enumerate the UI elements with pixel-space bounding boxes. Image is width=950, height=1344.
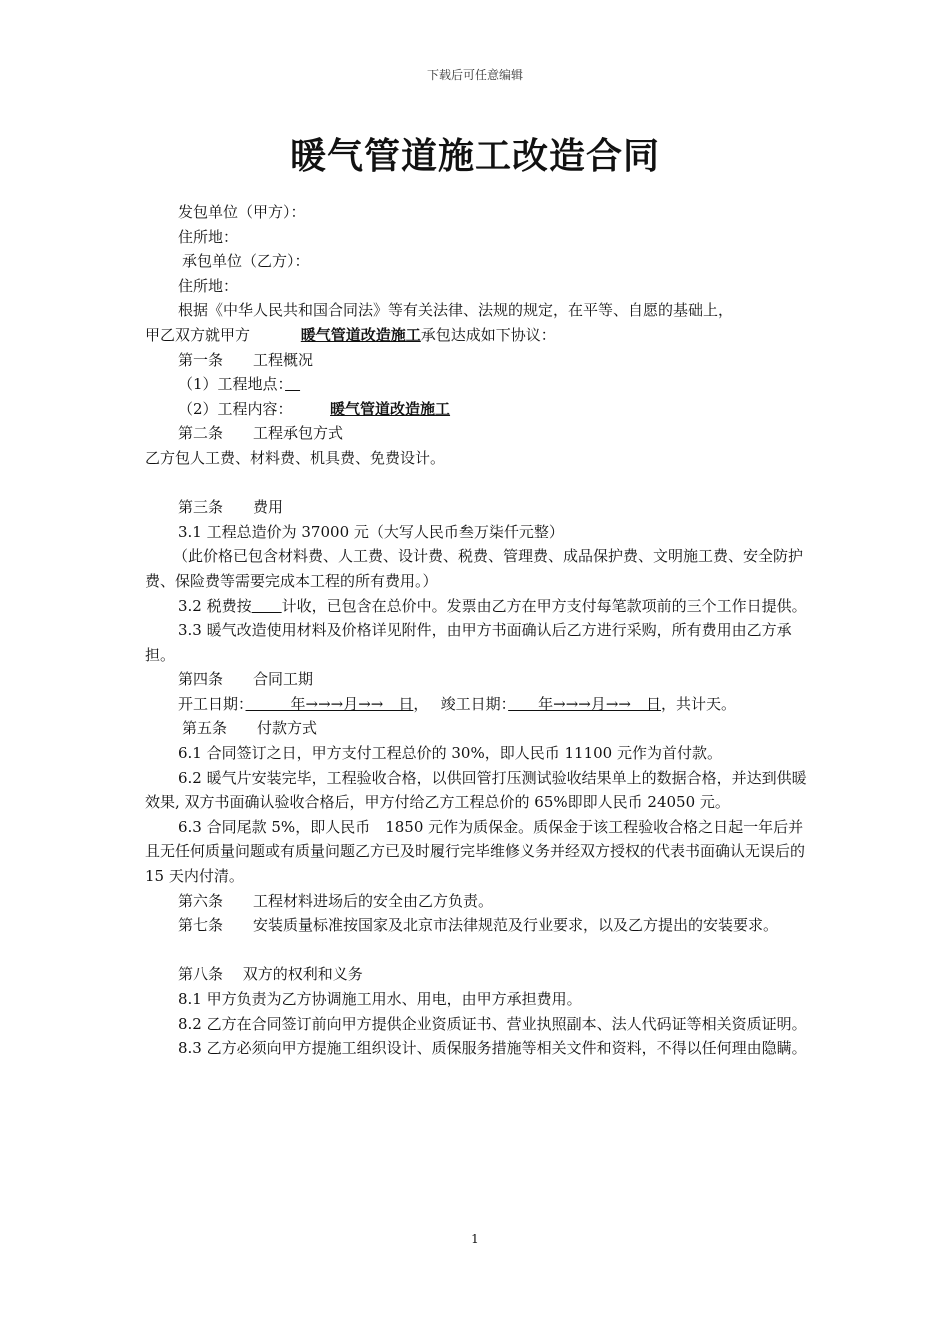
article-2-text: 乙方包人工费、材料费、机具费、免费设计。 — [145, 448, 446, 467]
clause-3-2-text: 3.2 税费按 — [178, 596, 252, 615]
intro-line-2 — [145, 323, 807, 348]
location-blank — [285, 375, 300, 393]
article-5-heading: 第五条 付款方式 — [182, 719, 318, 738]
clause-3-1-note: （此价格已包含材料费、人工费、设计费、税费、管理费、成品保护费、文明施工费、安全防护费、保险费等需要完成本工程的所有费用。） — [145, 547, 804, 590]
start-date-label: 开工日期： — [178, 694, 246, 713]
article-4-heading: 第四条 合同工期 — [178, 670, 314, 689]
clause-6-1: 6.1 合同签订之日，甲方支付工程总价的 30%，即人民币 11100 元作为首付款。 — [178, 744, 722, 763]
article-7: 第七条 安装质量标准按国家及北京市法律规范及行业要求，以及乙方提出的安装要求。 — [178, 916, 779, 935]
article-2-heading: 第二条 工程承包方式 — [178, 424, 344, 443]
end-date-label: ， 竣工日期： — [413, 694, 509, 713]
clause-3-2 — [145, 594, 807, 619]
end-date-blank: 年→→→月→→ 日 — [508, 694, 661, 713]
document-body — [145, 200, 807, 1061]
contract-period — [145, 692, 807, 717]
start-date-blank: 年→→→月→→ 日 — [245, 694, 414, 713]
tax-blank — [252, 597, 282, 615]
page-number: 1 — [471, 1232, 479, 1246]
clause-8-3: 8.3 乙方必须向甲方提施工组织设计、质保服务措施等相关文件和资料，不得以任何理由隐瞒。 — [178, 1039, 807, 1058]
location-label: （1）工程地点： — [178, 375, 286, 394]
clause-8-1: 8.1 甲方负责为乙方协调施工用水、用电，由甲方承担费用。 — [178, 990, 582, 1008]
article-3-heading: 第三条 费用 — [178, 498, 284, 517]
content-label: （2）工程内容： — [178, 399, 331, 418]
address-a-line: 住所地： — [178, 227, 239, 246]
clause-3-1: 3.1 工程总造价为 37000 元（大写人民币叁万柒仟元整） — [178, 522, 564, 541]
content-value: 暖气管道改造施工 — [330, 399, 451, 418]
clause-3-3: 3.3 暖气改造使用材料及价格详见附件，由甲方书面确认后乙方进行采购，所有费用由乙方承担。 — [145, 621, 792, 664]
intro-text: 甲乙双方就甲方 — [145, 325, 255, 344]
clause-3-2-text-end: 计收，已包含在总价中。发票由乙方在甲方支付每笔款项前的三个工作日提供。 — [281, 596, 807, 615]
project-content — [145, 397, 807, 422]
article-1-heading: 第一条 工程概况 — [178, 350, 314, 369]
intro-project-name: 暖气管道改造施工 — [300, 325, 421, 344]
address-b-line: 住所地： — [178, 276, 239, 295]
intro-text-end: 承包达成如下协议： — [420, 325, 556, 344]
clause-6-2: 6.2 暖气片安装完毕，工程验收合格，以供回管打压测试验收结果单上的数据合格，并达到供暖效果, 双方书面确认验收合格后，甲方付给乙方工程总价的 65%即即人民币 24050 元。 — [145, 768, 807, 812]
party-b-line: 承包单位（乙方）： — [182, 252, 310, 271]
clause-6-3: 6.3 合同尾款 5%，即人民币 1850 元作为质保金。质保金于该工程验收合格之日起一年后并且无任何质量问题或有质量问题乙方已及时履行完毕维修义务并经双方授权的代表书面确认无误后的 15 天内付清。 — [145, 817, 806, 886]
project-location — [145, 372, 807, 397]
document-title: 暖气管道施工改造合同 — [289, 136, 660, 177]
article-8-heading: 第八条 双方的权利和义务 — [178, 965, 363, 984]
total-days-text: ，共计天。 — [660, 694, 736, 713]
clause-8-2: 8.2 乙方在合同签订前向甲方提供企业资质证书、营业执照副本、法人代码证等相关资质证明。 — [178, 1014, 807, 1033]
party-a-line: 发包单位（甲方）： — [178, 203, 306, 221]
intro-line-1: 根据《中华人民共和国合同法》等有关法律、法规的规定，在平等、自愿的基础上， — [178, 301, 734, 320]
page-header: 下载后可任意编辑 — [426, 68, 523, 82]
article-6: 第六条 工程材料进场后的安全由乙方负责。 — [178, 891, 494, 910]
